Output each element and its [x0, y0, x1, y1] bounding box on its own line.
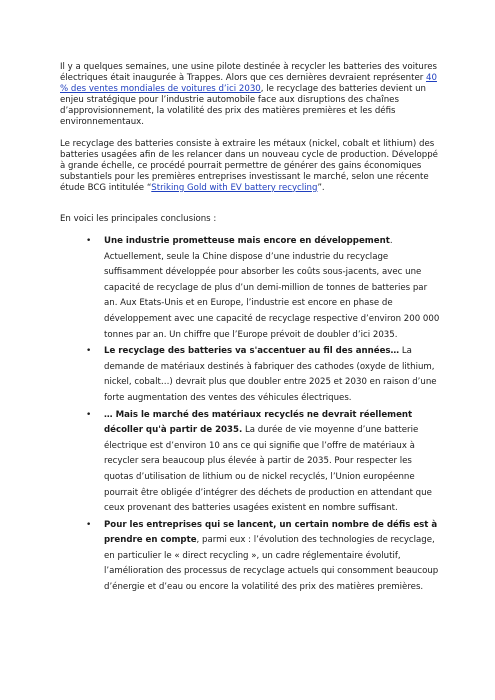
- list-item: [60, 344, 440, 406]
- list-item: [60, 408, 440, 517]
- recycling-text-before: Le recyclage des batteries consiste à extraire les métaux (nickel, cobalt et lithium) des batteries usagées afin de les relancer dans un nouveau cycle de production. Développé à grande échelle, ce procédé pourrait permettre de générer des gains économiques substantiels pour les premières entreprises investissant le marché, selon une récente étude BCG intitulée “: [60, 139, 438, 193]
- list-item: [60, 234, 440, 343]
- bullet-icon: •: [86, 519, 92, 530]
- conclusion-heading: Une industrie prometteuse mais encore en développement: [104, 236, 390, 246]
- bullet-icon: •: [86, 409, 92, 420]
- list-item: [60, 518, 440, 596]
- intro-text-before: Il y a quelques semaines, une usine pilote destinée à recycler les batteries des voitures électriques était inaugurée à Trappes. Alors que ces dernières devraient représenter: [60, 62, 437, 83]
- conclusion-body: La demande de matériaux destinés à fabriquer des cathodes (oxyde de lithium, nickel, cobalt…) devrait plus que doubler entre 2025 et 2030 en raison d’une forte augmentation des ventes des véhicules électriques.: [104, 346, 437, 403]
- intro-paragraph: [60, 62, 440, 127]
- bullet-icon: •: [86, 346, 92, 357]
- link-40-percent-sales[interactable]: 40 % des ventes mondiales de voitures d’ici 2030: [60, 72, 437, 94]
- intro-text-after: , le recyclage des batteries devient un enjeu stratégique pour l’industrie automobile face aux disruptions des chaînes d’approvisionnement, la volatilité des prix des matières premières et les défis environnementaux.: [60, 83, 426, 127]
- conclusion-body: , parmi eux : l’évolution des technologies de recyclage, en particulier le « direct recycling », un cadre réglementaire évolutif, l’amélioration des processus de recyclage actuels qui consomment beaucoup d’énergie et d’eau ou encore la volatilité des prix des matières premières.: [104, 535, 439, 593]
- conclusions-list: [60, 234, 440, 597]
- conclusion-heading: Pour les entreprises qui se lancent, un certain nombre de défis est à prendre en compte: [104, 519, 438, 546]
- conclusion-heading: … Mais le marché des matériaux recyclés ne devrait réellement décoller qu'à partir de 2035.: [104, 409, 413, 436]
- bullet-icon: •: [86, 236, 92, 246]
- conclusion-heading: Le recyclage des batteries va s'accentuer au fil des années…: [104, 346, 400, 357]
- recycling-text-after: ”.: [317, 182, 325, 193]
- conclusions-lead-in: En voici les principales conclusions :: [60, 214, 217, 224]
- conclusion-body: La durée de vie moyenne d’une batterie électrique est d’environ 10 ans ce qui signifie que l’offre de matériaux à recycler sera beaucoup plus élevée à partir de 2035. Pour respecter les quotas d’utilisation de lithium ou de nickel recyclés, l’Union européenne pourrait être obligée d’intégrer des déchets de production en attendant que ceux provenant des batteries usagées existent en nombre suffisant.: [104, 425, 432, 514]
- recycling-paragraph: [60, 139, 440, 194]
- link-bcg-study[interactable]: Striking Gold with EV battery recycling: [151, 182, 318, 193]
- conclusion-body: . Actuellement, seule la Chine dispose d’une industrie du recyclage suffisamment développée pour absorber les coûts sous-jacents, avec une capacité de recyclage de plus d’un demi-million de tonnes de batteries par an. Aux Etats-Unis et en Europe, l’industrie est encore en phase de développement avec une capacité de recyclage respective d’environ 200 000 tonnes par an. Un chiffre que l’Europe prévoit de doubler d’ici 2035.: [104, 236, 440, 340]
